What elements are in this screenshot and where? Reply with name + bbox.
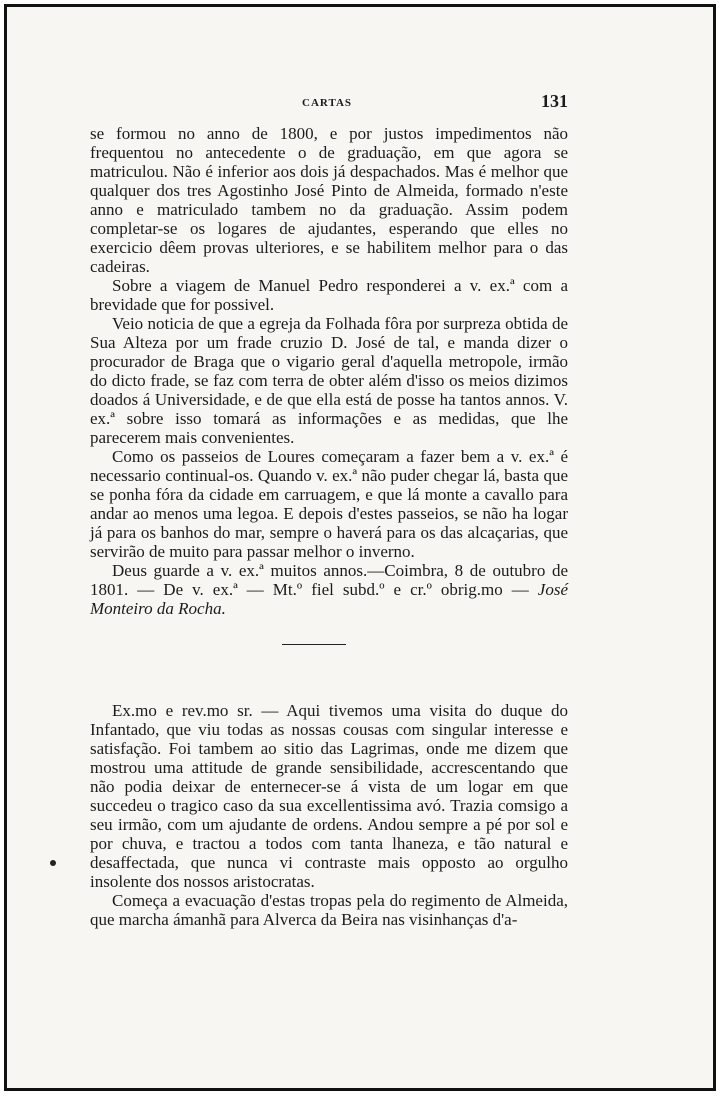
signature: José Monteiro da Rocha. — [90, 580, 568, 618]
letter-1 — [90, 124, 568, 618]
running-title: CARTAS — [302, 97, 353, 109]
letter-2 — [90, 701, 568, 929]
page-number: 131 — [541, 91, 568, 111]
closing-paragraph — [90, 561, 568, 618]
book-page — [90, 92, 568, 929]
paragraph: Veio noticia de que a egreja da Folhada fôra por surpreza obtida de Sua Alteza por um frade cruzio D. José de tal, e manda dizer o procurador de Braga que o vigario geral d'aquella metropole, irmão do dicto frade, se faz com terra de obter além d'isso os meios dizimos doados á Universidade, e de que ella está de posse ha tantos annos. V. ex.ª sobre isso tomará as informações e as medidas, que lhe parecerem mais convenientes. — [90, 314, 568, 447]
ink-spot — [50, 860, 56, 866]
paragraph: Ex.mo e rev.mo sr. — Aqui tivemos uma visita do duque do Infantado, que viu todas as nossas cousas com singular interesse e satisfação. Foi tambem ao sitio das Lagrimas, onde me dizem que mostrou uma attitude de grande sensibilidade, accrescentando que não podia deixar de enternecer-se á vista de um logar em que succedeu o tragico caso da sua excellentissima avó. Trazia comsigo a seu irmão, com um ajudante de ordens. Andou sempre a pé por sol e por chuva, e tractou a todos com tanta lhaneza, e tão natural e desaffectada, que nunca vi contraste mais opposto ao orgulho insolente dos nossos aristocratas. — [90, 701, 568, 891]
paragraph: se formou no anno de 1800, e por justos impedimentos não frequentou no antecedente o de graduação, em que agora se matriculou. Não é inferior aos dois já despachados. Mas é melhor que qualquer dos tres Agostinho José Pinto de Almeida, formado n'este anno e matriculado tambem no da graduação. Assim podem completar-se os logares de ajudantes, esperando que elles no exercicio dêem provas ulteriores, e se habilitem melhor para o das cadeiras. — [90, 124, 568, 276]
paragraph: Começa a evacuação d'estas tropas pela do regimento de Almeida, que marcha ámanhã para Alverca da Beira nas visinhanças d'a- — [90, 891, 568, 929]
closing-text: Deus guarde a v. ex.ª muitos annos.—Coimbra, 8 de outubro de 1801. — De v. ex.ª — Mt.º fiel subd.º e cr.º obrig.mo — — [90, 561, 568, 599]
running-header — [90, 92, 568, 114]
paragraph: Sobre a viagem de Manuel Pedro responderei a v. ex.ª com a brevidade que for possivel. — [90, 276, 568, 314]
paragraph: Como os passeios de Loures começaram a fazer bem a v. ex.ª é necessario continual-os. Quando v. ex.ª não puder chegar lá, basta que se ponha fóra da cidade em carruagem, e que lá monte a cavallo para andar ao menos uma legoa. E depois d'estes passeios, se não ha logar já para os banhos do mar, sempre o haverá para os das alcaçarias, que servirão de muito para passar melhor o inverno. — [90, 447, 568, 561]
section-divider — [282, 644, 346, 645]
